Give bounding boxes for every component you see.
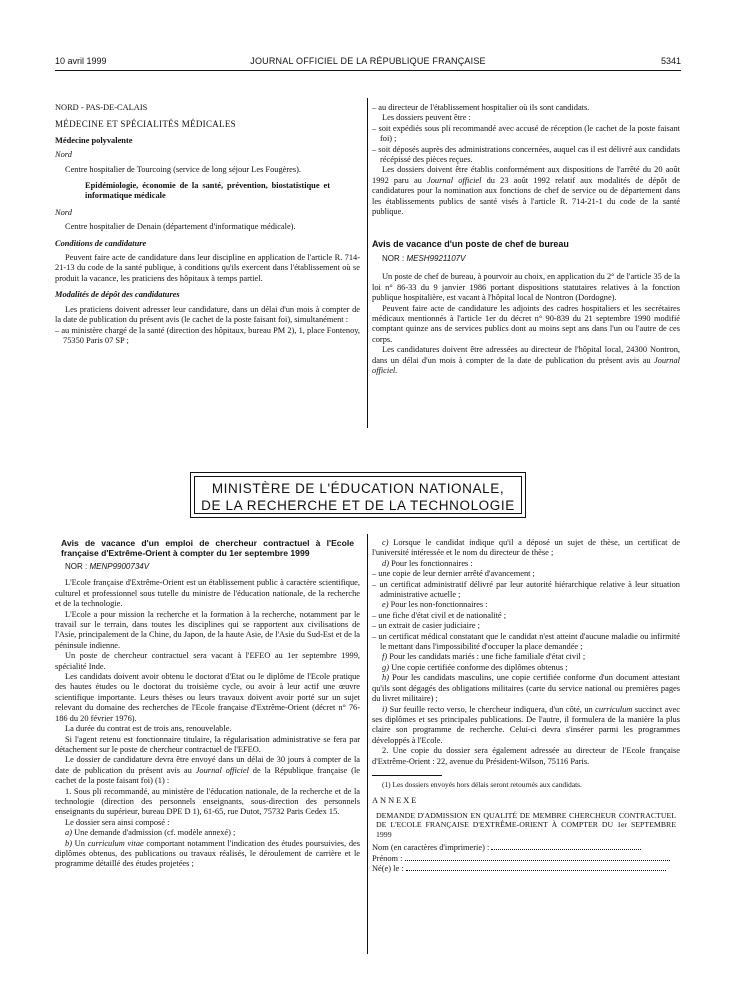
form-field-first-name: Prénom : (372, 854, 680, 864)
list-item: – soit déposés auprès des administrations concernées, auquel cas il est délivré aux candidats récépissé des pièces reçues. (372, 144, 680, 165)
list-item: – au directeur de l'établissement hospitalier où ils sont candidats. (372, 103, 590, 112)
header-journal-title: JOURNAL OFFICIEL DE LA RÉPUBLIQUE FRANÇAISE (250, 56, 486, 66)
paragraph: Les candidats doivent avoir obtenu le doctorat d'Etat ou le diplôme de l'Ecole pratique des hautes études ou le doctorat du troisième cycle, ou avoir à leur actif une œuvre scientifique importante. Leurs thèses ou leurs travaux doivent avoir porté sur un sujet relevant du domaine des recherches de l'Ecole française d'Extrême-Orient (décret n° 76-186 du 20 février 1976). (55, 672, 360, 723)
ministry-line-2: DE LA RECHERCHE ET DE LA TECHNOLOGIE (201, 498, 515, 513)
paragraph: L'Ecole a pour mission la recherche et la formation à la recherche, notamment par le travail sur le terrain, dans toutes les disciplines qui se rapportent aux civilisations de l'Asie, principalement de la Chine, du Japon, de la haute Asie, de l'Asie du Sud-Est et de la péninsule indienne. (55, 609, 360, 650)
list-item: g) Une copie certifiée conforme des diplômes obtenus ; (382, 662, 568, 672)
list-item: b) Un curriculum vitae comportant notamment l'indication des études poursuivies, des diplômes obtenus, des publications ou travaux réalisés, le déroulement de carrière et le programme détaillé des études projetées ; (55, 838, 360, 869)
paragraph: Si l'agent retenu est fonctionnaire titulaire, la régularisation administrative se fera par détachement sur le poste de chercheur contractuel de l'EFEO. (55, 734, 360, 754)
paragraph: Le dossier sera ainsi composé : (65, 817, 170, 827)
header-date: 10 avril 1999 (55, 56, 107, 66)
paragraph: Peuvent faire acte de candidature dans leur discipline en application de l'article R. 714-21-13 du code de la santé publique, à conditions qu'ils exercent dans l'établissement où se produit la vacance, les praticiens des hôpitaux à temps partiel. (55, 253, 360, 283)
header-rule (55, 70, 681, 71)
application-form-title: DEMANDE D'ADMISSION EN QUALITÉ DE MEMBRE CHERCHEUR CONTRACTUEL DE L'ECOLE FRANÇAISE D'EXTRÊME-ORIENT À COMPTER DU 1er SEPTEMBRE 1999 (376, 810, 676, 839)
paragraph: L'Ecole française d'Extrême-Orient est un établissement public à caractère scientifique, culturel et professionnel sous tutelle du ministre de l'éducation nationale, de la recherche et de la technologie. (55, 578, 360, 609)
paragraph: Un poste de chef de bureau, à pourvoir au choix, en application du 2° de l'article 35 de la loi n° 86-33 du 9 janvier 1986 portant dispositions statutaires relatives à la fonction publique hospitalière, est vacant à l'hôpital local de Nontron (Dordogne). (372, 272, 680, 303)
ministry-banner (190, 472, 526, 518)
paragraph: Centre hospitalier de Denain (département d'informatique médicale). (65, 222, 296, 232)
nor-reference: NOR : MENP9900734V (65, 562, 150, 571)
subsection-heading: Médecine polyvalente (55, 135, 133, 145)
department-label: Nord (55, 207, 72, 217)
paragraph: La durée du contrat est de trois ans, renouvelable. (65, 724, 232, 734)
paragraph: 2. Une copie du dossier sera également adressée au directeur de l'Ecole française d'Extrême-Orient : 22, avenue du Président-Wilson, 75116 Paris. (372, 746, 680, 766)
list-item: a) Une demande d'admission (cf. modèle annexé) ; (65, 828, 236, 838)
left-bottom-column (55, 538, 360, 870)
form-field-birth-date: Né(e) le : (372, 864, 680, 874)
running-header (55, 56, 681, 70)
annex-heading: ANNEXE (372, 796, 419, 806)
paragraph: Les dossiers doivent être établis conformément aux dispositions de l'arrêté du 20 août 1992 paru au Journal officiel du 23 août 1992 relatif aux modalités de dépôt de candidatures pour la nomination aux fonctions de chef de service ou de département dans les établissements publics de santé visés à l'article R. 714-21-1 du code de la santé publique. (372, 165, 680, 217)
region-heading: NORD - PAS-DE-CALAIS (55, 103, 148, 112)
ministry-line-1: MINISTÈRE DE L'ÉDUCATION NATIONALE, (211, 481, 505, 496)
footnote: (1) Les dossiers envoyés hors délais seront retournés aux candidats. (382, 779, 582, 789)
paragraph: Les dossiers peuvent être : (382, 113, 471, 123)
list-item: – soit expédiés sous pli recommandé avec accusé de réception (le cachet de la poste faisant foi) ; (372, 123, 680, 144)
list-item: h) Pour les candidats masculins, une copie certifiée conforme d'un document attestant qu'ils sont dégagés des obligations militaires (carte du service national ou premières pages du livret militaire) ; (372, 673, 680, 704)
list-item: – une copie de leur dernier arrêté d'avancement ; (372, 569, 535, 579)
form-field-name: Nom (en caractères d'imprimerie) : (372, 843, 680, 853)
modalities-heading: Modalités de dépôt des candidatures (55, 290, 180, 300)
paragraph: Le dossier de candidature devra être envoyé dans un délai de 30 jours à compter de la date de publication du présent avis au Journal officiel de la République française (le cachet de la poste faisant foi) (1) : (55, 755, 360, 786)
notice-title: Avis de vacance d'un emploi de chercheur contractuel à l'Ecole française d'Extrême-Orient à compter du 1er septembre 1999 (61, 538, 354, 558)
left-top-column (55, 103, 360, 346)
list-item: i) Sur feuille recto verso, le chercheur indiquera, d'un côté, un curriculum succinct avec ses diplômes et ses principales publications. De l'autre, il formulera de la manière la plus claire son programme de recherche. Celui-ci devra s'insérer parmi les programmes développés à l'Ecole. (372, 704, 681, 745)
column-divider-top (367, 98, 368, 428)
conditions-heading: Conditions de candidature (55, 238, 147, 248)
list-item: – un extrait de casier judiciaire ; (372, 621, 480, 631)
right-bottom-column (372, 538, 680, 874)
paragraph: Centre hospitalier de Tourcoing (service de long séjour Les Fougères). (65, 164, 302, 174)
nor-reference: NOR : MESH9921107V (382, 253, 466, 263)
list-item: – une fiche d'état civil et de nationalité ; (372, 610, 507, 620)
paragraph: Peuvent faire acte de candidature les adjoints des cadres hospitaliers et les secrétaires médicaux mentionnés à l'article 1er du décret n° 90-839 du 21 septembre 1990 modifié comptant quinze ans de services publics dont au moins sept ans dans l'un ou l'autre de ces corps. (372, 303, 680, 344)
paragraph: Les candidatures doivent être adressées au directeur de l'hôpital local, 24300 Nontron, dans un délai d'un mois à compter de la date de publication du présent avis au Journal officiel. (372, 345, 680, 375)
department-label: Nord (55, 150, 72, 160)
list-item: d) Pour les fonctionnaires : (382, 558, 473, 568)
list-item: – un certificat administratif délivré par leur autorité hiérarchique relative à leur situation administrative actuelle ; (372, 579, 680, 600)
column-divider-bottom (367, 534, 368, 954)
paragraph: 1. Sous pli recommandé, au ministère de l'éducation nationale, de la recherche et de la technologie (direction des personnels enseignants, sous-direction des personnels enseignants du supérieur, bureau DPE D 1), 61-65, rue Dutot, 75732 Paris Cedex 15. (55, 786, 360, 817)
list-item: c) Lorsque le candidat indique qu'il a déposé un sujet de thèse, un certificat de l'université intéressée et le nom du directeur de thèse ; (372, 538, 680, 558)
section-heading: MÉDECINE ET SPÉCIALITÉS MÉDICALES (55, 119, 236, 130)
right-top-column (372, 103, 680, 376)
list-item: f) Pour les candidats mariés : une fiche familiale d'état civil ; (382, 652, 586, 662)
list-item: e) Pour les non-fonctionnaires : (382, 600, 488, 610)
paragraph: Les praticiens doivent adresser leur candidature, dans un délai d'un mois à compter de la date de publication du présent avis (le cachet de la poste faisant foi), simultanément : (55, 304, 360, 325)
list-item: – au ministère chargé de la santé (direction des hôpitaux, bureau PM 2), 1, place Fontenoy, 75350 Paris 07 SP ; (55, 325, 360, 345)
paragraph: Un poste de chercheur contractuel sera vacant à l'EFEO au 1er septembre 1999, spécialité Inde. (55, 651, 360, 671)
header-page-number: 5341 (660, 56, 681, 66)
subsection-heading: Epidémiologie, économie de la santé, prévention, biostatistique et informatique médicale (85, 181, 330, 201)
notice-title: Avis de vacance d'un poste de chef de bureau (372, 239, 569, 250)
footnote-rule (372, 775, 442, 776)
list-item: – un certificat médical constatant que le candidat n'est atteint d'aucune maladie ou infirmité le mettant dans l'impossibilité d'occuper la place demandée ; (372, 631, 680, 652)
